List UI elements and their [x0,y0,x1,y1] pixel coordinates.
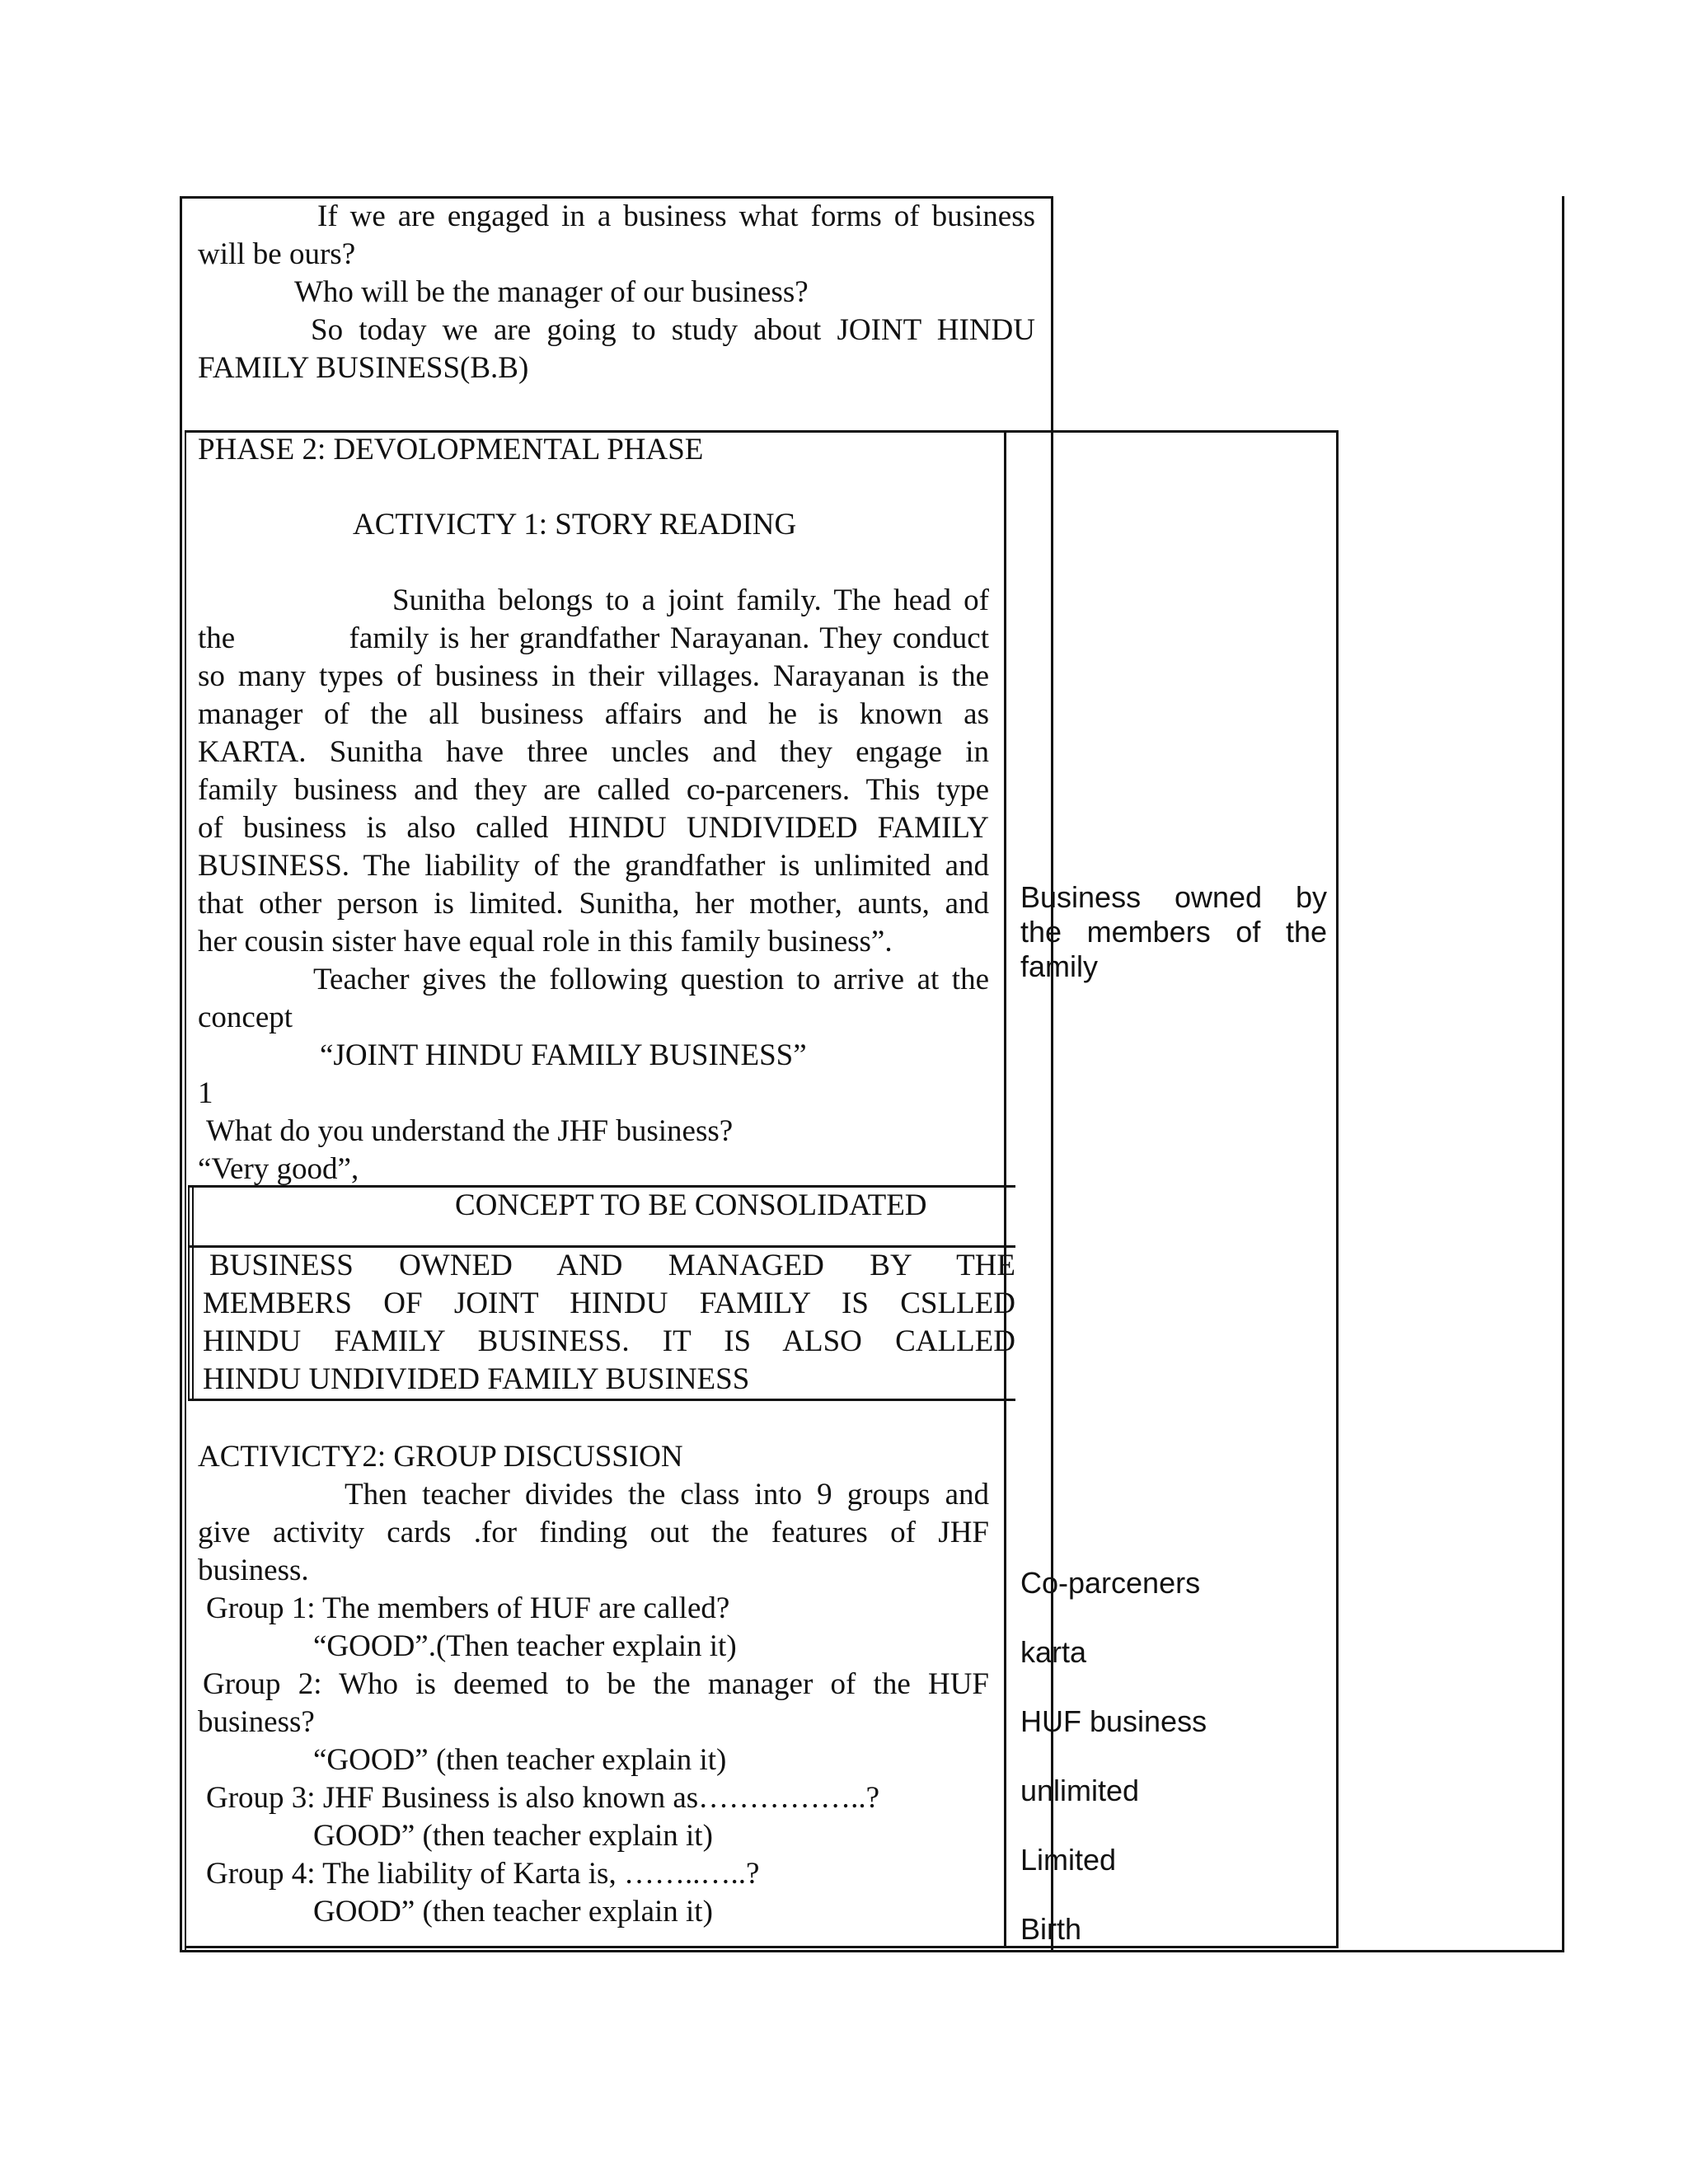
group3-good: GOOD” (then teacher explain it) [313,1819,713,1853]
answer-unlimited: unlimited [1020,1774,1140,1807]
consolidated-heading: CONCEPT TO BE CONSOLIDATED [455,1188,927,1222]
table-bottom-border [180,1950,1564,1952]
story-line: her cousin sister have equal role in this family business”. [198,925,893,958]
concept-quote: “JOINT HINDU FAMILY BUSINESS” [320,1038,807,1072]
activity2-line: Then teacher divides the class into 9 groups and [345,1478,989,1511]
intro-line: Who will be the manager of our business? [294,275,809,309]
phase2-title: PHASE 2: DEVOLOPMENTAL PHASE [198,433,704,466]
story-line: the family is her grandfather Narayanan. They conduct [198,621,989,655]
activity2-block [198,1438,989,1931]
answer-co-parceners: Co-parceners [1020,1566,1201,1600]
answer-definition [1020,880,1327,984]
story-line: BUSINESS. The liability of the grandfather is unlimited and [198,849,989,883]
very-good-text: “Very good”, [198,1152,359,1186]
consolidated-block [203,1247,1015,1399]
activity2-line: business. [198,1554,309,1587]
intro-block [198,198,1035,387]
question-number: 1 [198,1076,213,1110]
story-line: manager of the all business affairs and he is known as [198,697,989,731]
group3-question: Group 3: JHF Business is also known as……………..? [206,1781,880,1815]
activity2-title: ACTIVICTY2: GROUP DISCUSSION [198,1440,683,1474]
intro-line: If we are engaged in a business what forms of business [317,199,1035,233]
answer-birth: Birth [1020,1912,1082,1946]
story-block [198,582,989,1188]
teacher-line: Teacher gives the following question to arrive at the [313,963,989,996]
story-line: that other person is limited. Sunitha, her mother, aunts, and [198,887,989,921]
group1-question: Group 1: The members of HUF are called? [206,1591,730,1625]
group2-good: “GOOD” (then teacher explain it) [313,1743,727,1777]
answer-definition-line: family [1020,949,1099,983]
group2-question-cont: business? [198,1705,315,1739]
group2-question: Group 2: Who is deemed to be the manager of the HUF [203,1667,989,1701]
consolidated-line: HINDU FAMILY BUSINESS. IT IS ALSO CALLED [203,1324,1015,1358]
inner-box-right [1336,430,1339,1948]
answer-huf-business: HUF business [1020,1704,1207,1738]
concept-box-left [188,1185,190,1401]
activity1-title: ACTIVICTY 1: STORY READING [353,508,797,541]
answer-definition-line: the members of the [1020,915,1327,949]
inner-box-bottom [185,1946,1339,1948]
story-line: KARTA. Sunitha have three uncles and they engage in [198,735,989,769]
consolidated-line: HINDU UNDIVIDED FAMILY BUSINESS [203,1362,750,1396]
concept-box-left-inner [192,1185,194,1401]
intro-line: will be ours? [198,237,356,271]
group4-good: GOOD” (then teacher explain it) [313,1895,713,1929]
consolidated-line: MEMBERS OF JOINT HINDU FAMILY IS CSLLED [203,1286,1015,1320]
story-line: so many types of business in their villages. Narayanan is the [198,659,989,693]
group1-good: “GOOD”.(Then teacher explain it) [313,1629,737,1663]
activity2-line: give activity cards .for finding out the features of JHF [198,1516,989,1549]
question-text: What do you understand the JHF business? [206,1114,734,1148]
consolidated-line: BUSINESS OWNED AND MANAGED BY THE [209,1249,1015,1282]
intro-line: FAMILY BUSINESS(B.B) [198,351,529,385]
concept-box-bottom [188,1399,1015,1401]
table-left-border [180,196,182,1952]
story-line: family business and they are called co-parceners. This type [198,773,989,807]
teacher-line: concept [198,1001,293,1034]
table-right-border [1562,196,1564,1952]
story-line: Sunitha belongs to a joint family. The head of [392,583,989,617]
answer-limited: Limited [1020,1843,1117,1877]
answer-definition-line: Business owned by [1020,880,1327,914]
answer-karta: karta [1020,1635,1087,1669]
story-line: of business is also called HINDU UNDIVIDED FAMILY [198,811,989,845]
table-left-border-inner [185,430,186,1952]
intro-line: So today we are going to study about JOINT HINDU [311,313,1035,347]
group4-question: Group 4: The liability of Karta is, ……..…..? [206,1857,760,1891]
column-divider-main [1051,196,1053,1952]
